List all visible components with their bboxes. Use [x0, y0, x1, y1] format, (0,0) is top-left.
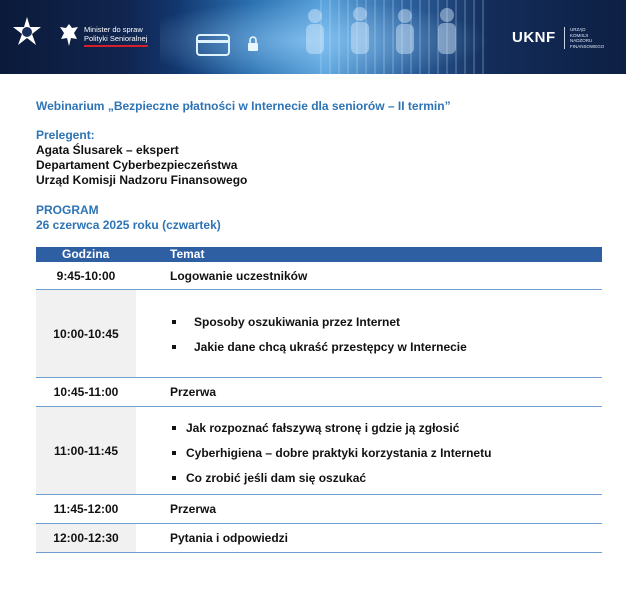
row-time: 10:00-10:45: [36, 290, 136, 377]
program-label: PROGRAM: [36, 203, 99, 217]
uknf-sub-line-2: KOMISJI: [570, 32, 589, 38]
bullet-square-icon: [172, 320, 176, 324]
row-time: 12:00-12:30: [36, 524, 136, 552]
list-item-text: Jak rozpoznać fałszywą stronę i gdzie ją zgłosić: [186, 421, 460, 435]
ministry-red-bar: [84, 45, 148, 47]
bullet-square-icon: [172, 476, 176, 480]
row-topic: Przerwa: [170, 385, 217, 399]
row-time: 11:00-11:45: [36, 407, 136, 494]
table-row: [36, 378, 602, 407]
ministry-logo-text: [84, 25, 147, 43]
webinar-title: [36, 99, 451, 113]
table-row: [36, 407, 602, 495]
row-topic: Logowanie uczestników: [170, 268, 308, 283]
uknf-logo-subtitle: [570, 27, 604, 49]
uknf-sub-line-3: NADZORU: [570, 38, 593, 43]
police-star-icon: [11, 16, 43, 48]
list-item-text: Jakie dane chcą ukraść przestępcy w Internecie: [194, 340, 467, 354]
row-time: 9:45-10:00: [56, 268, 116, 283]
bullet-square-icon: [172, 345, 176, 349]
ministry-line-2: Polityki Senioralnej: [84, 34, 148, 43]
table-row: [36, 495, 602, 524]
row-topic: Pytania i odpowiedzi: [170, 531, 289, 545]
table-header: [36, 247, 602, 262]
table-row: [36, 524, 602, 553]
credit-card-icon: [196, 34, 230, 56]
bullet-square-icon: [172, 426, 176, 430]
lock-icon: [246, 36, 260, 52]
header-banner: [0, 0, 626, 74]
row-time: 11:45-12:00: [53, 502, 119, 516]
uknf-sub-line-4: FINANSOWEGO: [570, 43, 605, 49]
uknf-logo: UKNF: [512, 29, 556, 46]
table-row: [36, 262, 602, 290]
webinar-title-name: „Bezpieczne płatności w Internecie dla seniorów – II termin”: [107, 99, 451, 113]
ministry-line-1: Minister do spraw: [84, 25, 143, 34]
header-temat: Temat: [170, 247, 205, 261]
list-item-text: Co zrobić jeśli dam się oszukać: [186, 471, 367, 485]
webinar-title-prefix: Webinarium: [36, 99, 105, 113]
speaker-institution: Urząd Komisji Nadzoru Finansowego: [36, 173, 248, 187]
row-topic: Przerwa: [170, 502, 217, 516]
uknf-sub-line-1: URZĄD: [570, 27, 586, 32]
speaker-name: Agata Ślusarek – ekspert: [36, 143, 179, 157]
list-item-text: Cyberhigiena – dobre praktyki korzystania z Internetu: [186, 446, 492, 460]
schedule-table: [36, 247, 602, 553]
table-row: [36, 290, 602, 378]
list-item-text: Sposoby oszukiwania przez Internet: [194, 315, 401, 329]
people-silhouette-graphic: [285, 4, 475, 54]
speaker-department: Departament Cyberbezpieczeństwa: [36, 158, 238, 172]
uknf-divider: [564, 27, 565, 49]
program-date: 26 czerwca 2025 roku (czwartek): [36, 218, 221, 232]
speaker-label: Prelegent:: [36, 128, 95, 142]
bullet-square-icon: [172, 451, 176, 455]
eagle-emblem-icon: [58, 22, 80, 48]
row-time: 10:45-11:00: [53, 385, 119, 399]
header-godzina: Godzina: [62, 247, 110, 261]
